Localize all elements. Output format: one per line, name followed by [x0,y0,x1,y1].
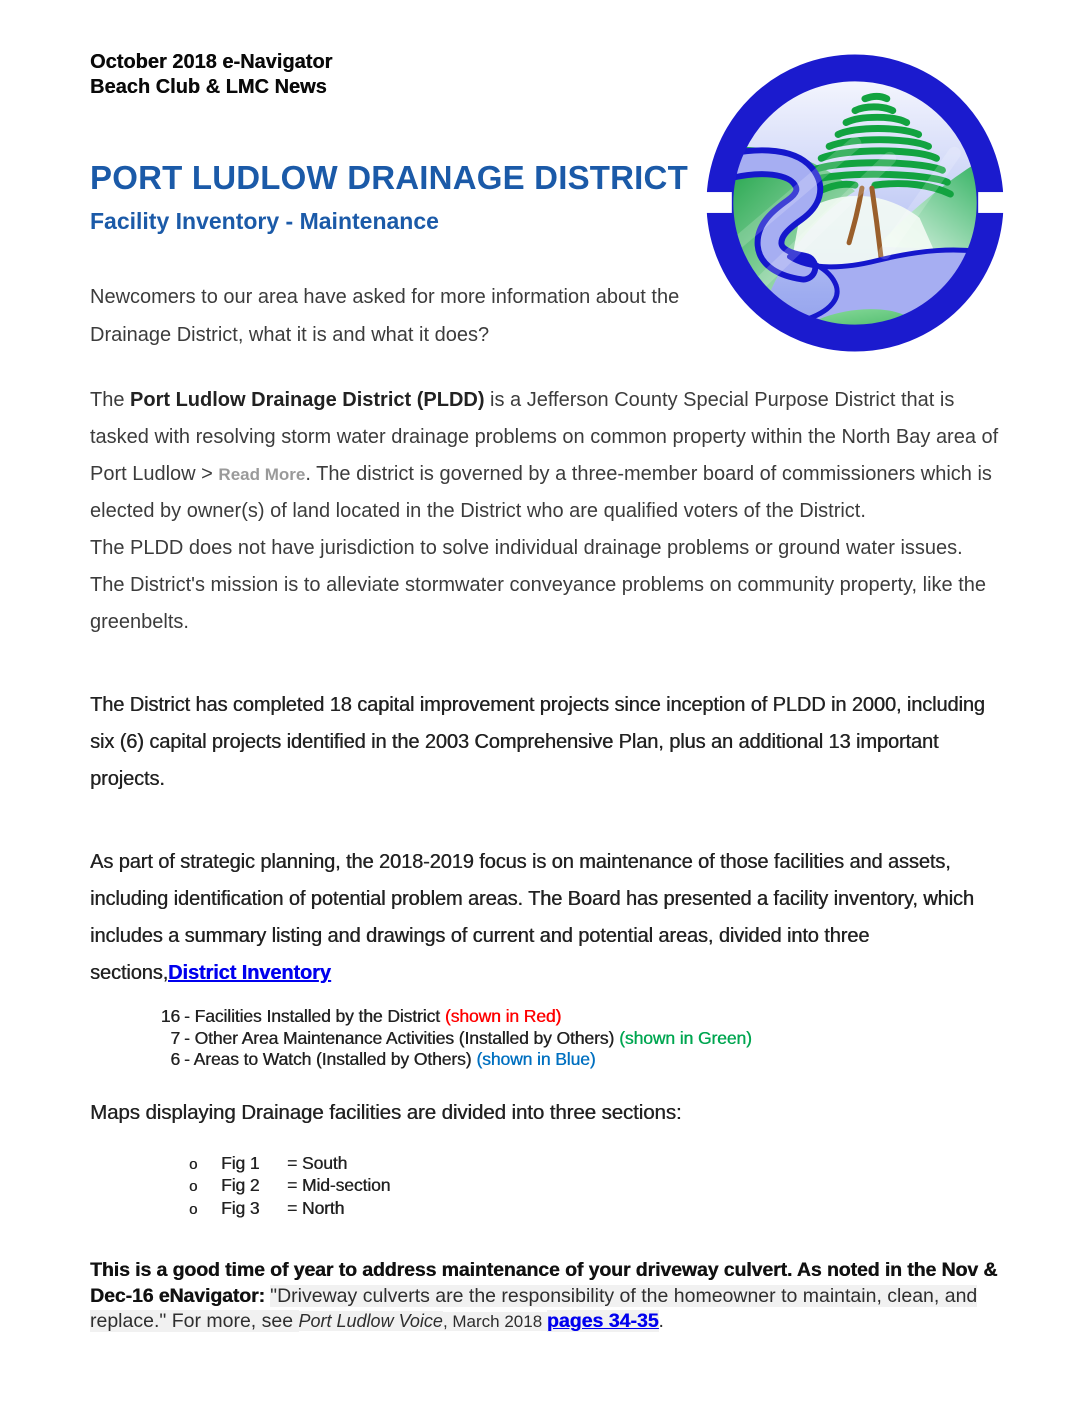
inventory-count: 6 [170,1049,180,1069]
culvert-paragraph [90,1258,1020,1335]
circle-bullet-icon: o [189,1178,198,1195]
pldd-logo [706,54,1004,352]
shown-in-blue-note: (shown in Blue) [476,1049,596,1069]
circle-bullet-icon: o [189,1200,198,1218]
culvert-middle: For more, see [166,1310,299,1332]
projects-paragraph: The District has completed 18 capital improvement projects since inception of PLDD in 2000, including six (6) capital projects identified in the 2003 Comprehensive Plan, plus an additional 13 important projects. [90,694,985,790]
inventory-count: 7 [170,1027,180,1048]
shown-in-red-note: (shown in Red) [444,1006,562,1026]
figure-item-north [189,1198,1002,1221]
jurisdiction-paragraph: The PLDD does not have jurisdiction to solve individual drainage problems or ground water issues. The District's mission is to alleviate stormwater conveyance problems on community property, like the greenbelts. [90,537,987,633]
port-ludlow-voice-title: Port Ludlow Voice [298,1311,443,1331]
culvert-quote: "Driveway culverts are the responsibility of the homeowner to maintain, clean, and replace." [90,1284,978,1332]
culvert-bold-text: This is a good time of year to address maintenance of your driveway culvert. As noted in the Nov & Dec-16 eNavigator: [90,1259,998,1307]
figure-label: Fig 3 [221,1197,260,1218]
inventory-item-facilities [154,1006,1002,1028]
culvert-date: , March 2018 [442,1312,547,1331]
pldd-name-bold: Port Ludlow Drainage District (PLDD) [130,389,485,411]
inventory-item-areas-to-watch [154,1049,1002,1071]
figure-value: = North [287,1197,345,1218]
circle-bullet-icon: o [189,1155,198,1173]
inventory-label: - Other Area Maintenance Activities (Installed by Others) [184,1027,615,1048]
about-text: is a Jefferson County Special Purpose District that is tasked with resolving storm water drainage problems on common property within the North Bay area of Port Ludlow > [90,389,999,485]
figure-label: Fig 1 [221,1152,260,1173]
page-title: PORT LUDLOW DRAINAGE DISTRICT [90,159,688,196]
masthead-line1: October 2018 e-Navigator [90,51,333,73]
maps-heading: Maps displaying Drainage facilities are divided into three sections: [90,1100,682,1124]
page-subtitle: Facility Inventory - Maintenance [90,208,439,234]
inventory-item-other-area [154,1028,1002,1050]
masthead-line2: Beach Club & LMC News [90,76,327,98]
about-paragraph [90,382,1004,530]
pages-34-35-link[interactable]: pages 34-35 [546,1310,659,1332]
read-more-link[interactable]: Read More [218,465,306,484]
intro-paragraph: Newcomers to our area have asked for more information about the Drainage District, what it is and what it does? [90,286,680,346]
figure-value: = South [287,1152,348,1173]
figure-item-mid-section [189,1175,1002,1198]
figure-item-south [189,1153,1002,1176]
inventory-list [154,1006,1002,1071]
culvert-period: . [658,1310,664,1332]
figure-list [189,1153,1002,1221]
figure-label: Fig 2 [221,1175,260,1195]
strategic-text: As part of strategic planning, the 2018-2019 focus is on maintenance of those facilities and assets, including identification of potential problem areas. The Board has presented a facility inventory, which includes a summary listing and drawings of current and potential areas, divided into three sections, [90,851,974,984]
figure-value: = Mid-section [287,1175,391,1195]
shown-in-green-note: (shown in Green) [619,1027,752,1048]
drainage-district-landscape-logo-icon [706,54,1004,352]
inventory-label: - Areas to Watch (Installed by Others) [184,1049,472,1069]
district-inventory-link[interactable]: District Inventory [168,962,331,984]
about-lead: The [90,389,131,411]
inventory-label: - Facilities Installed by the District [184,1006,440,1026]
strategic-paragraph [90,844,1004,992]
about-rest: . The district is governed by a three-member board of commissioners which is elected by owner(s) of land located in the District who are qualified voters of the District. [90,463,992,522]
inventory-count: 16 [160,1006,180,1026]
